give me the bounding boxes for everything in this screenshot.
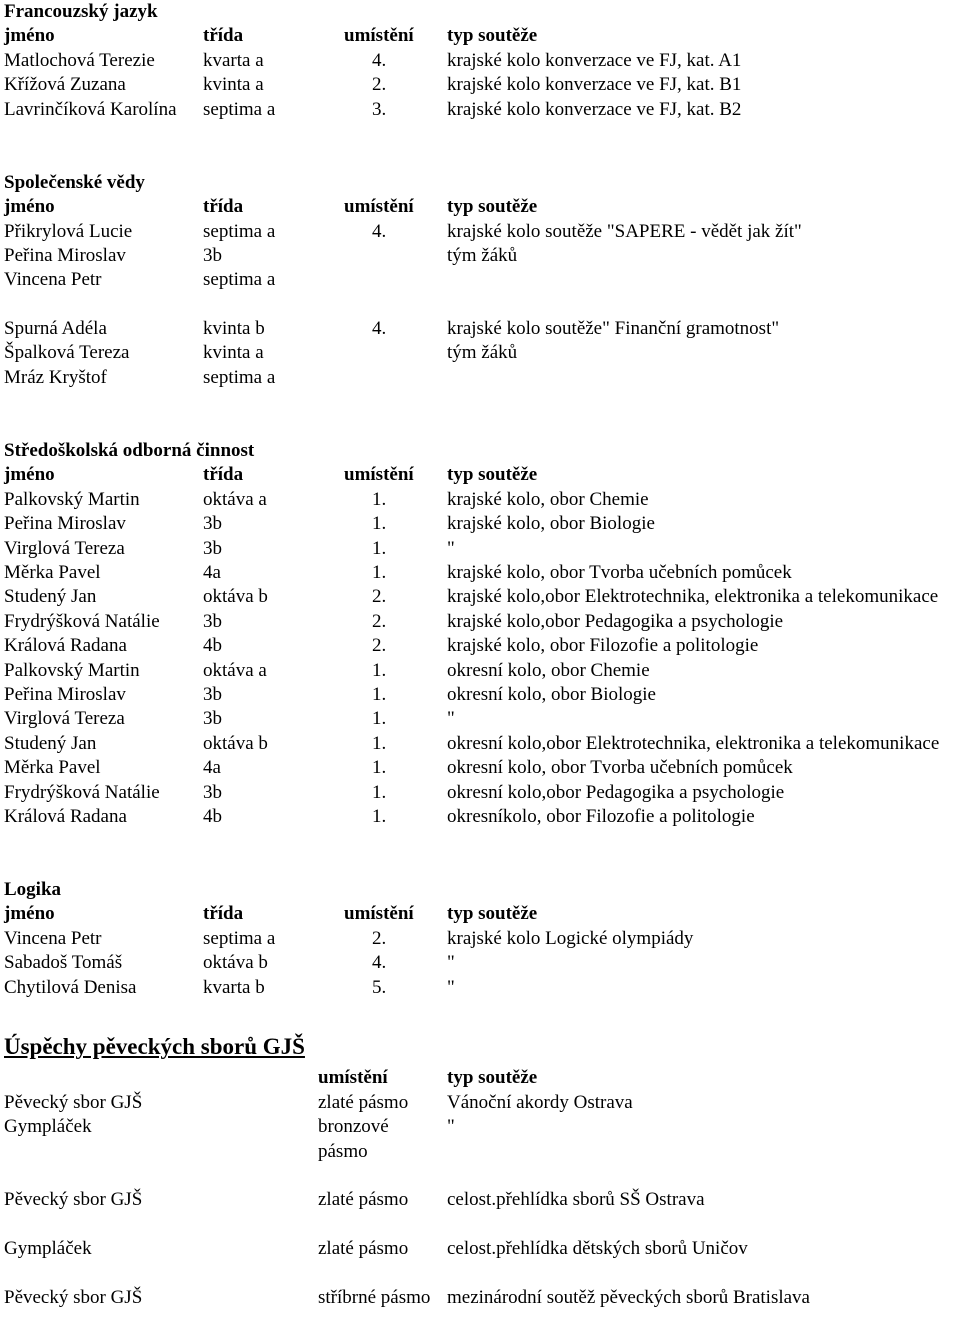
cell-name: Pěvecký sbor GJŠ [4, 1091, 143, 1113]
table-row [4, 659, 960, 683]
cell-name: Gympláček [4, 1238, 92, 1260]
cell-class: 4a [203, 757, 221, 779]
cell-type: krajské kolo, obor Filozofie a politologie [447, 635, 759, 657]
cell-type: celost.přehlídka sborů SŠ Ostrava [447, 1189, 705, 1211]
cell-name: Lavrinčíková Karolína [4, 98, 177, 120]
cell-type: krajské kolo Logické olympiády [447, 927, 694, 949]
choirs-header [4, 1066, 960, 1090]
cell-class: kvinta a [203, 74, 264, 96]
cell-class: septima a [203, 98, 276, 120]
cell-name: Králová Radana [4, 805, 127, 827]
spacer [4, 415, 960, 439]
cell-class: septima a [203, 269, 276, 291]
cell-place: 1. [372, 708, 387, 730]
table-row [4, 537, 960, 561]
table-row [4, 98, 960, 122]
cell-place: bronzové pásmo [318, 1116, 389, 1162]
cell-name: Matlochová Terezie [4, 49, 155, 71]
cell-class: septima a [203, 366, 276, 388]
header-place: umístění [318, 1067, 388, 1089]
table-row [4, 683, 960, 707]
table-row [4, 49, 960, 73]
table-header [4, 195, 960, 219]
cell-type: krajské kolo,obor Pedagogika a psychologie [447, 610, 784, 632]
choir-row [4, 1115, 960, 1188]
header-class: třída [203, 464, 244, 486]
cell-place: 1. [372, 513, 387, 535]
cell-type: okresní kolo,obor Pedagogika a psychologie [447, 781, 785, 803]
spacer [4, 122, 960, 146]
cell-place: zlaté pásmo [318, 1189, 409, 1211]
header-class: třída [203, 903, 244, 925]
choirs-title: Úspěchy pěveckých sborů GJŠ [4, 1034, 305, 1060]
cell-class: septima a [203, 927, 276, 949]
cell-name: Měrka Pavel [4, 757, 101, 779]
cell-class: 3b [203, 610, 222, 632]
header-class: třída [203, 25, 244, 47]
cell-type: okresníkolo, obor Filozofie a politologie [447, 805, 755, 827]
cell-class: kvinta a [203, 342, 264, 364]
cell-type: krajské kolo konverzace ve FJ, kat. B1 [447, 74, 742, 96]
header-name: jméno [4, 25, 55, 47]
cell-class: 4b [203, 635, 222, 657]
cell-place: 4. [372, 318, 387, 340]
header-type: typ soutěže [447, 25, 538, 47]
cell-place: 2. [372, 635, 387, 657]
cell-name: Frydrýšková Natálie [4, 781, 160, 803]
cell-class: 3b [203, 708, 222, 730]
table-row [4, 512, 960, 536]
cell-name: Virglová Tereza [4, 537, 125, 559]
cell-name: Chytilová Denisa [4, 976, 137, 998]
table-row [4, 561, 960, 585]
cell-type: tým žáků [447, 244, 518, 266]
table-row [4, 805, 960, 829]
cell-class: 3b [203, 781, 222, 803]
section-title: Společenské vědy [4, 171, 145, 193]
table-row [4, 634, 960, 658]
header-name: jméno [4, 464, 55, 486]
section-title: Středoškolská odborná činnost [4, 440, 255, 462]
cell-class: 3b [203, 513, 222, 535]
cell-name: Palkovský Martin [4, 488, 140, 510]
header-class: třída [203, 196, 244, 218]
cell-place: stříbrné pásmo [318, 1287, 431, 1309]
cell-place: zlaté pásmo [318, 1238, 409, 1260]
cell-type: " [447, 952, 455, 974]
cell-type: " [447, 708, 455, 730]
cell-type: tým žáků [447, 342, 518, 364]
section-title-social-sciences [4, 171, 960, 195]
section-title-french [4, 0, 960, 24]
cell-name: Palkovský Martin [4, 659, 140, 681]
cell-class: kvinta b [203, 318, 265, 340]
cell-place: 1. [372, 781, 387, 803]
cell-type: okresní kolo, obor Biologie [447, 683, 656, 705]
cell-place: 1. [372, 659, 387, 681]
section-title: Francouzský jazyk [4, 1, 158, 22]
spacer [4, 829, 960, 853]
cell-type: celost.přehlídka dětských sborů Uničov [447, 1238, 748, 1260]
table-row [4, 244, 960, 268]
cell-place: 2. [372, 586, 387, 608]
spacer [4, 146, 960, 170]
cell-type: krajské kolo soutěže "SAPERE - vědět jak žít" [447, 220, 802, 242]
cell-place: 1. [372, 537, 387, 559]
cell-name: Špalková Tereza [4, 342, 130, 364]
cell-type: Vánoční akordy Ostrava [447, 1091, 633, 1113]
cell-name: Studený Jan [4, 586, 97, 608]
table-row [4, 366, 960, 390]
cell-place: 2. [372, 610, 387, 632]
cell-type: krajské kolo, obor Tvorba učebních pomůcek [447, 561, 792, 583]
cell-place: 4. [372, 220, 387, 242]
cell-class: 4a [203, 561, 221, 583]
cell-name: Pěvecký sbor GJŠ [4, 1189, 143, 1211]
cell-name: Peřina Miroslav [4, 244, 126, 266]
choir-row [4, 1237, 960, 1286]
cell-type: krajské kolo,obor Elektrotechnika, elektronika a telekomunikace [447, 586, 939, 608]
cell-place: 1. [372, 488, 387, 510]
spacer [4, 1000, 960, 1024]
cell-name: Přikrylová Lucie [4, 220, 133, 242]
cell-class: 3b [203, 537, 222, 559]
table-row [4, 220, 960, 244]
cell-name: Peřina Miroslav [4, 683, 126, 705]
cell-place: 3. [372, 98, 387, 120]
cell-class: oktáva a [203, 659, 267, 681]
cell-name: Virglová Tereza [4, 708, 125, 730]
cell-name: Spurná Adéla [4, 318, 107, 340]
cell-class: 4b [203, 805, 222, 827]
table-row [4, 781, 960, 805]
cell-name: Studený Jan [4, 732, 97, 754]
spacer [4, 293, 960, 317]
table-row [4, 976, 960, 1000]
cell-class: 3b [203, 683, 222, 705]
cell-place: zlaté pásmo [318, 1091, 409, 1113]
choir-row [4, 1091, 960, 1115]
cell-class: oktáva b [203, 732, 268, 754]
table-header [4, 24, 960, 48]
section-title-soc [4, 439, 960, 463]
cell-class: oktáva b [203, 952, 268, 974]
cell-class: oktáva b [203, 586, 268, 608]
spacer [4, 854, 960, 878]
cell-class: 3b [203, 244, 222, 266]
section-title-logic [4, 878, 960, 902]
cell-name: Mráz Kryštof [4, 366, 107, 388]
table-row [4, 317, 960, 341]
table-header [4, 463, 960, 487]
cell-type: krajské kolo konverzace ve FJ, kat. A1 [447, 49, 742, 71]
cell-type: krajské kolo soutěže" Finanční gramotnost" [447, 318, 780, 340]
cell-name: Pěvecký sbor GJŠ [4, 1287, 143, 1309]
cell-class: oktáva a [203, 488, 267, 510]
cell-name: Vincena Petr [4, 269, 102, 291]
table-row [4, 341, 960, 365]
header-type: typ soutěže [447, 464, 538, 486]
cell-type: okresní kolo, obor Chemie [447, 659, 650, 681]
header-place: umístění [344, 903, 414, 925]
spacer [4, 390, 960, 414]
header-type: typ soutěže [447, 903, 538, 925]
cell-place: 1. [372, 561, 387, 583]
header-name: jméno [4, 903, 55, 925]
header-place: umístění [344, 464, 414, 486]
table-row [4, 73, 960, 97]
cell-place: 1. [372, 732, 387, 754]
cell-name: Frydrýšková Natálie [4, 610, 160, 632]
choir-row [4, 1188, 960, 1237]
cell-place: 1. [372, 683, 387, 705]
cell-name: Křížová Zuzana [4, 74, 126, 96]
cell-name: Měrka Pavel [4, 561, 101, 583]
cell-type: " [447, 537, 455, 559]
table-header [4, 902, 960, 926]
table-row [4, 756, 960, 780]
cell-class: septima a [203, 220, 276, 242]
cell-class: kvarta b [203, 976, 265, 998]
cell-place: 1. [372, 757, 387, 779]
cell-name: Peřina Miroslav [4, 513, 126, 535]
cell-type: mezinárodní soutěž pěveckých sborů Bratislava [447, 1287, 810, 1309]
header-name: jméno [4, 196, 55, 218]
cell-type: krajské kolo, obor Chemie [447, 488, 649, 510]
table-row [4, 268, 960, 292]
cell-type: okresní kolo,obor Elektrotechnika, elektronika a telekomunikace [447, 732, 940, 754]
table-row [4, 732, 960, 756]
cell-place: 2. [372, 74, 387, 96]
cell-type: " [447, 1116, 455, 1138]
cell-type: " [447, 976, 455, 998]
cell-name: Vincena Petr [4, 927, 102, 949]
cell-name: Gympláček [4, 1116, 92, 1138]
cell-place: 4. [372, 49, 387, 71]
cell-place: 4. [372, 952, 387, 974]
document-page [4, 0, 960, 1311]
cell-place: 5. [372, 976, 387, 998]
cell-place: 2. [372, 927, 387, 949]
section-title: Logika [4, 879, 62, 901]
table-row [4, 488, 960, 512]
header-type: typ soutěže [447, 196, 538, 218]
cell-class: kvarta a [203, 49, 264, 71]
header-place: umístění [344, 25, 414, 47]
choir-row [4, 1286, 960, 1310]
table-row [4, 610, 960, 634]
table-row [4, 585, 960, 609]
table-row [4, 951, 960, 975]
cell-name: Králová Radana [4, 635, 127, 657]
table-row [4, 707, 960, 731]
cell-name: Sabadoš Tomáš [4, 952, 123, 974]
cell-type: krajské kolo, obor Biologie [447, 513, 655, 535]
table-row [4, 927, 960, 951]
cell-type: krajské kolo konverzace ve FJ, kat. B2 [447, 98, 742, 120]
cell-type: okresní kolo, obor Tvorba učebních pomůcek [447, 757, 793, 779]
header-place: umístění [344, 196, 414, 218]
cell-place: 1. [372, 805, 387, 827]
header-type: typ soutěže [447, 1067, 538, 1089]
